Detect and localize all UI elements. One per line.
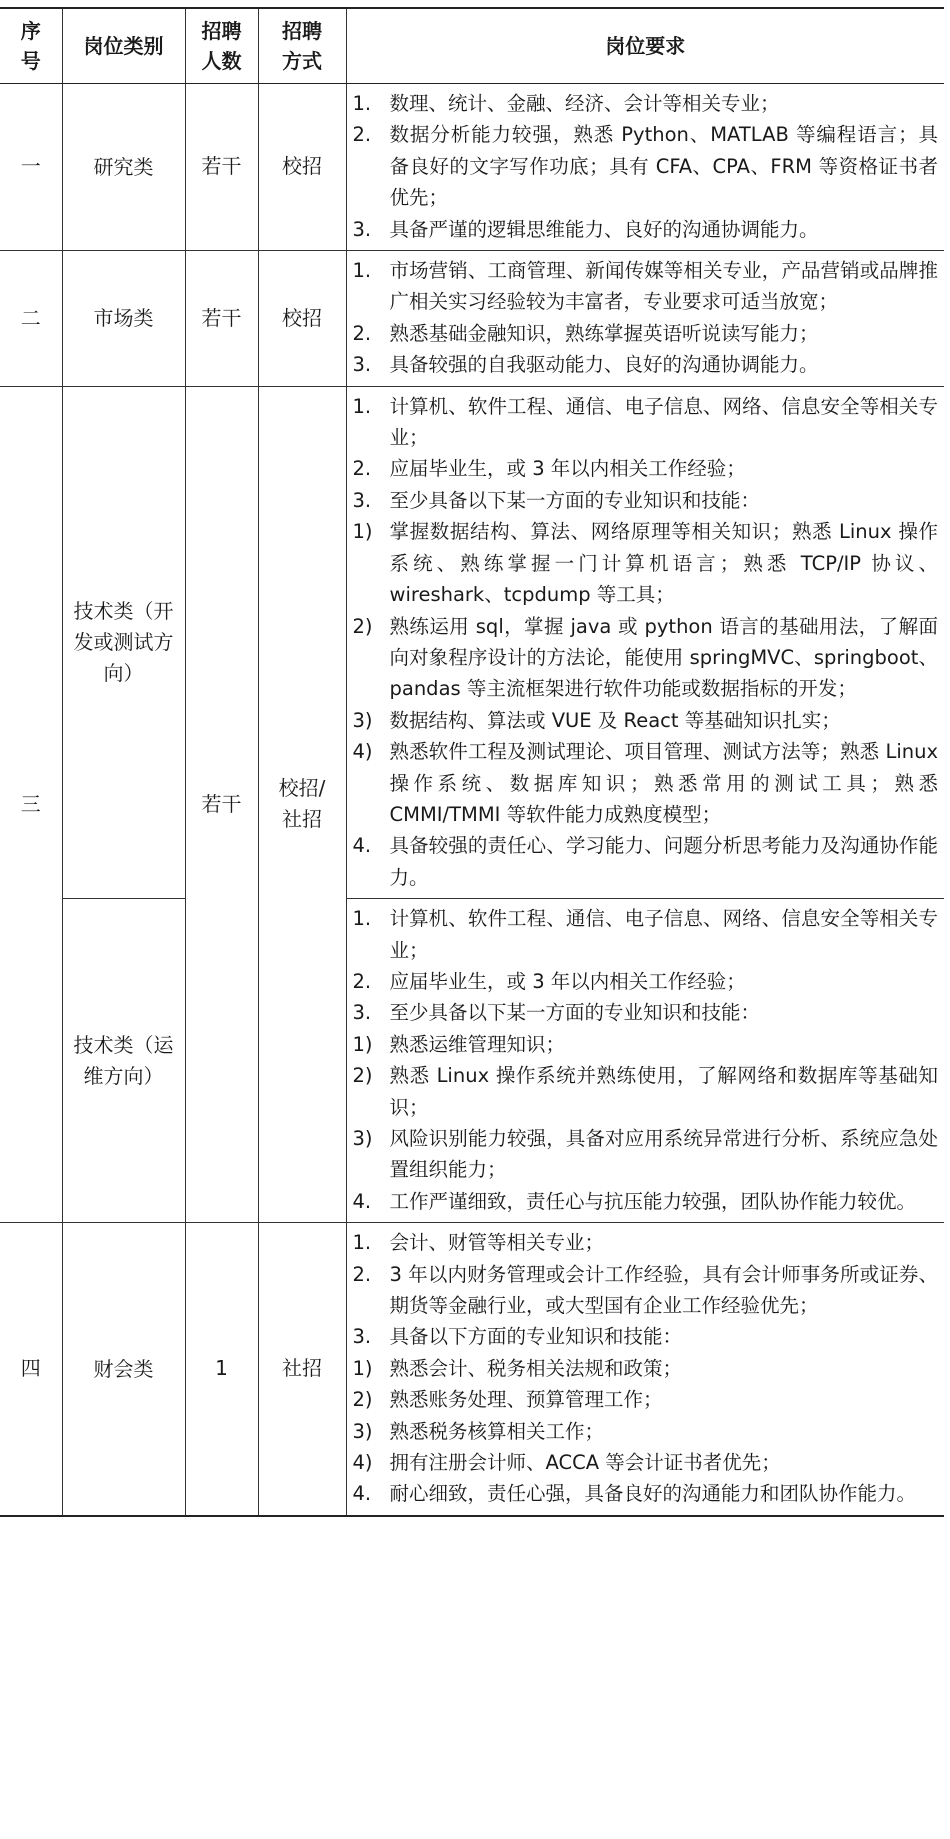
requirement-number: 3) xyxy=(352,1419,373,1443)
requirement-item xyxy=(353,349,939,380)
header-requirements: 岗位要求 xyxy=(346,8,944,84)
row-index: 二 xyxy=(0,251,62,387)
requirement-item xyxy=(353,1029,939,1060)
requirement-item xyxy=(353,391,939,454)
requirement-item xyxy=(353,485,939,516)
table-header-row xyxy=(0,8,944,84)
requirement-item xyxy=(353,516,939,610)
requirement-item xyxy=(353,255,939,318)
requirement-number: 3) xyxy=(352,1127,373,1150)
row-method: 校招 xyxy=(258,84,346,251)
requirement-item xyxy=(353,1123,939,1186)
requirement-item xyxy=(353,88,939,119)
row-requirements xyxy=(346,84,944,251)
header-index: 序 号 xyxy=(0,8,62,84)
requirement-number: 2. xyxy=(352,123,372,147)
requirement-text: 数据结构、算法或 VUE 及 React 等基础知识扎实； xyxy=(389,708,841,732)
requirement-item xyxy=(353,736,939,830)
requirement-number: 3. xyxy=(352,1001,372,1025)
requirement-text: 3 年以内财务管理或会计工作经验，具有会计师事务所或证券、期货等金融行业，或大型国有企业工作经验优先； xyxy=(389,1262,938,1318)
requirement-number: 2) xyxy=(352,1064,373,1088)
requirement-item xyxy=(353,1060,939,1123)
requirement-number: 3. xyxy=(352,1325,372,1349)
requirement-item xyxy=(353,966,939,997)
row-category: 技术类（开发或测试方向） xyxy=(62,386,185,899)
row-category: 财会类 xyxy=(62,1223,185,1516)
requirement-item xyxy=(353,214,939,245)
requirement-text: 具备较强的自我驱动能力、良好的沟通协调能力。 xyxy=(389,353,819,377)
row-category: 技术类（运维方向） xyxy=(62,899,185,1223)
requirement-text: 具备较强的责任心、学习能力、问题分析思考能力及沟通协作能力。 xyxy=(389,834,938,889)
requirement-number: 4. xyxy=(352,1189,372,1213)
requirement-item xyxy=(353,1353,939,1384)
requirement-text: 应届毕业生，或 3 年以内相关工作经验； xyxy=(389,457,746,481)
requirement-item xyxy=(353,1259,939,1322)
requirement-text: 计算机、软件工程、通信、电子信息、网络、信息安全等相关专业； xyxy=(389,907,938,962)
row-method: 校招/ 社招 xyxy=(258,386,346,1223)
requirement-item xyxy=(353,1478,939,1509)
row-count: 若干 xyxy=(185,251,258,387)
requirement-item xyxy=(353,1416,939,1447)
requirement-text: 市场营销、工商管理、新闻传媒等相关专业，产品营销或品牌推广相关实习经验较为丰富者，专业要求可适当放宽； xyxy=(389,259,938,314)
requirement-number: 1. xyxy=(352,92,372,115)
row-requirements xyxy=(346,899,944,1223)
requirement-number: 2. xyxy=(352,969,372,993)
requirement-text: 熟悉账务处理、预算管理工作； xyxy=(389,1388,663,1412)
requirement-text: 应届毕业生，或 3 年以内相关工作经验； xyxy=(389,969,746,993)
row-index: 三 xyxy=(0,386,62,1223)
requirement-text: 熟练运用 sql，掌握 java 或 python 语言的基础用法，了解面向对象程序设计的方法论，能使用 springMVC、springboot、pandas 等主流框架进行软件功能或数据指标的开发； xyxy=(389,614,938,701)
requirement-text: 至少具备以下某一方面的专业知识和技能： xyxy=(389,488,761,512)
requirement-number: 2. xyxy=(352,321,372,345)
requirement-number: 1) xyxy=(352,520,373,544)
requirement-item xyxy=(353,1447,939,1478)
requirement-text: 会计、财管等相关专业； xyxy=(389,1231,605,1255)
row-count: 1 xyxy=(185,1223,258,1516)
requirement-number: 1. xyxy=(352,259,372,283)
header-method: 招聘 方式 xyxy=(258,8,346,84)
requirement-item xyxy=(353,318,939,349)
requirement-number: 3. xyxy=(352,488,372,512)
row-requirements xyxy=(346,386,944,899)
requirement-text: 风险识别能力较强，具备对应用系统异常进行分析、系统应急处置组织能力； xyxy=(389,1127,938,1182)
row-requirements xyxy=(346,251,944,387)
requirement-item xyxy=(353,1227,939,1258)
requirement-item xyxy=(353,1384,939,1415)
table-row xyxy=(0,386,944,899)
requirement-text: 熟悉会计、税务相关法规和政策； xyxy=(389,1356,683,1380)
header-count: 招聘 人数 xyxy=(185,8,258,84)
requirement-number: 1. xyxy=(352,1231,372,1255)
requirement-text: 耐心细致，责任心强，具备良好的沟通能力和团队协作能力。 xyxy=(389,1482,917,1506)
requirement-number: 2) xyxy=(352,614,373,638)
requirement-item xyxy=(353,705,939,736)
requirement-item xyxy=(353,453,939,484)
requirement-item xyxy=(353,1186,939,1217)
row-requirements xyxy=(346,1223,944,1516)
requirement-text: 熟悉基础金融知识，熟练掌握英语听说读写能力； xyxy=(389,321,819,345)
recruitment-table xyxy=(0,7,944,1517)
requirement-number: 2. xyxy=(352,457,372,481)
requirement-number: 3) xyxy=(352,708,373,732)
requirement-number: 3. xyxy=(352,217,372,241)
row-index: 一 xyxy=(0,84,62,251)
requirement-text: 数据分析能力较强，熟悉 Python、MATLAB 等编程语言；具备良好的文字写作功底；具有 CFA、CPA、FRM 等资格证书者优先； xyxy=(389,123,938,210)
requirement-number: 1) xyxy=(352,1032,373,1056)
requirement-text: 熟悉税务核算相关工作； xyxy=(389,1419,605,1443)
table-row xyxy=(0,251,944,387)
requirement-text: 工作严谨细致，责任心与抗压能力较强，团队协作能力较优。 xyxy=(389,1189,917,1213)
row-count: 若干 xyxy=(185,84,258,251)
requirement-number: 1. xyxy=(352,394,372,418)
table-row xyxy=(0,1223,944,1516)
table-row xyxy=(0,84,944,251)
requirement-number: 1. xyxy=(352,907,372,931)
header-category: 岗位类别 xyxy=(62,8,185,84)
row-count: 若干 xyxy=(185,386,258,1223)
requirement-text: 熟悉 Linux 操作系统并熟练使用，了解网络和数据库等基础知识； xyxy=(389,1064,938,1119)
requirement-text: 具备以下方面的专业知识和技能： xyxy=(389,1325,683,1349)
requirement-number: 4) xyxy=(352,740,373,764)
requirement-item xyxy=(353,119,939,213)
requirement-item xyxy=(353,1321,939,1352)
requirement-text: 计算机、软件工程、通信、电子信息、网络、信息安全等相关专业； xyxy=(389,394,938,450)
requirement-number: 2. xyxy=(352,1262,372,1286)
requirement-text: 掌握数据结构、算法、网络原理等相关知识；熟悉 Linux 操作系统、熟练掌握一门计算机语言；熟悉 TCP/IP 协议、wireshark、tcpdump 等工具； xyxy=(389,520,938,607)
requirement-number: 4) xyxy=(352,1451,373,1475)
row-index: 四 xyxy=(0,1223,62,1516)
requirement-item xyxy=(353,611,939,705)
requirement-number: 1) xyxy=(352,1356,373,1380)
requirement-text: 数理、统计、金融、经济、会计等相关专业； xyxy=(389,92,780,115)
requirement-item xyxy=(353,830,939,893)
requirement-item xyxy=(353,997,939,1028)
requirement-text: 具备严谨的逻辑思维能力、良好的沟通协调能力。 xyxy=(389,217,819,241)
row-category: 市场类 xyxy=(62,251,185,387)
requirement-text: 熟悉软件工程及测试理论、项目管理、测试方法等；熟悉 Linux 操作系统、数据库知识；熟悉常用的测试工具；熟悉 CMMI/TMMI 等软件能力成熟度模型； xyxy=(389,740,938,826)
requirement-text: 拥有注册会计师、ACCA 等会计证书者优先； xyxy=(389,1451,781,1475)
row-category: 研究类 xyxy=(62,84,185,251)
row-method: 校招 xyxy=(258,251,346,387)
requirement-text: 至少具备以下某一方面的专业知识和技能： xyxy=(389,1001,761,1025)
requirement-number: 4. xyxy=(352,1482,372,1506)
requirement-number: 4. xyxy=(352,834,372,858)
row-method: 社招 xyxy=(258,1223,346,1516)
requirement-number: 3. xyxy=(352,353,372,377)
requirement-text: 熟悉运维管理知识； xyxy=(389,1032,566,1056)
requirement-number: 2) xyxy=(352,1388,373,1412)
table-row xyxy=(0,899,944,1223)
requirement-item xyxy=(353,903,939,966)
